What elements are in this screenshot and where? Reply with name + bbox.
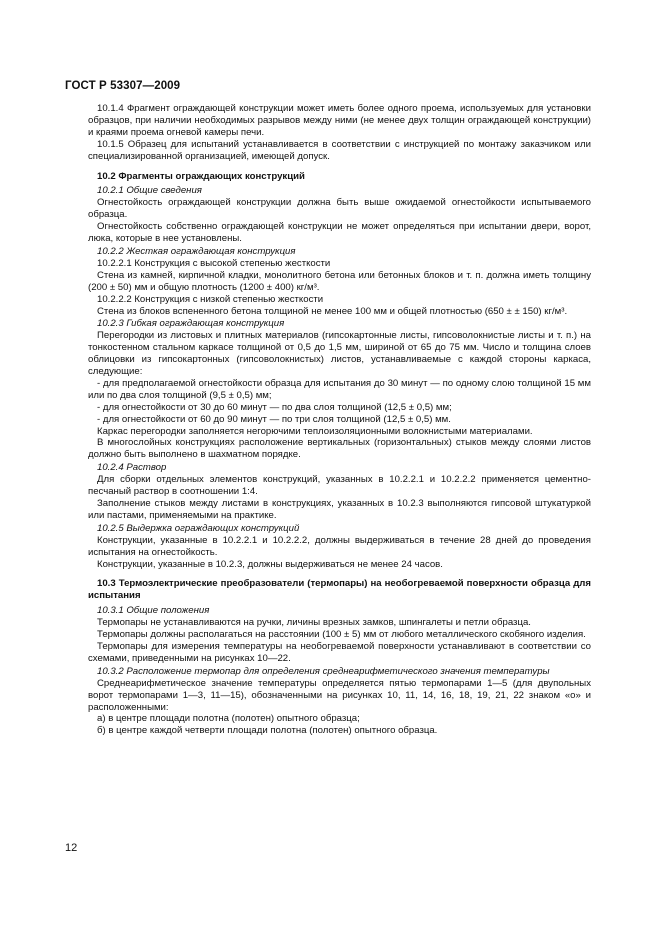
paragraph: Каркас перегородки заполняется негорючими теплоизоляционными волокнистыми материалами. bbox=[97, 425, 533, 437]
paragraph: Для сборки отдельных элементов конструкций, указанных в 10.2.2.1 и 10.2.2.2 применяется цементно-песчаный раствор в соотношении 1:4. bbox=[88, 474, 591, 498]
list-item: - для огнестойкости от 30 до 60 минут — по два слоя толщиной (12,5 ± 0,5) мм; bbox=[97, 401, 452, 413]
subsection-heading-10-2-3: 10.2.3 Гибкая ограждающая конструкция bbox=[97, 318, 285, 330]
subsection-heading-10-3-2: 10.3.2 Расположение термопар для определения среднеарифметического значения температуры bbox=[97, 665, 550, 677]
paragraph: Стена из камней, кирпичной кладки, монолитного бетона или бетонных блоков и т. п. должна иметь толщину (200 ± 50) мм и общую плотность (1200 ± 400) кг/м³. bbox=[88, 269, 591, 293]
paragraph: Среднеарифметическое значение температуры определяется пятью термопарами 1—5 (для двупольных ворот термопарами 1—3, 11—15), обозначенными на рисунках 10, 11, 14, 16, 18, 19, 21, 22 знаком «о» и расположенными: bbox=[88, 677, 591, 713]
page-number: 12 bbox=[65, 842, 78, 854]
paragraph: Термопары не устанавливаются на ручки, личины врезных замков, шпингалеты и петли образца. bbox=[97, 617, 531, 629]
paragraph: Огнестойкость ограждающей конструкции должна быть выше ожидаемой огнестойкости испытываемого образца. bbox=[88, 197, 591, 221]
paragraph: Перегородки из листовых и плитных материалов (гипсокартонные листы, гипсоволокнистые листы и т. п.) на тонкостенном стальном каркасе толщиной от 0,5 до 1,5 мм, шириной от 65 до 75 мм. Число и толщина слоев облицовки из гипсокартонных (гипсоволокнистых) листов, устанавливаемые с каждой стороны каркаса, следующие: bbox=[88, 330, 591, 378]
paragraph: В многослойных конструкциях расположение вертикальных (горизонтальных) стыков между слоями листов должно быть выполнено в шахматном порядке. bbox=[88, 437, 591, 461]
paragraph: Огнестойкость собственно ограждающей конструкции не может определяться при испытании двери, ворот, люка, которые в нее установлены. bbox=[88, 221, 591, 245]
standard-header: ГОСТ Р 53307—2009 bbox=[65, 80, 181, 92]
paragraph: 10.2.2.1 Конструкция с высокой степенью жесткости bbox=[97, 257, 331, 269]
subsection-heading-10-2-2: 10.2.2 Жесткая ограждающая конструкция bbox=[97, 245, 296, 257]
list-item: б) в центре каждой четверти площади полотна (полотен) опытного образца. bbox=[97, 725, 438, 737]
document-body bbox=[88, 103, 591, 737]
section-heading-10-3: 10.3 Термоэлектрические преобразователи (термопары) на необогреваемой поверхности образца для испытания bbox=[88, 578, 591, 602]
list-item: а) в центре площади полотна (полотен) опытного образца; bbox=[97, 713, 360, 725]
paragraph: Стена из блоков вспененного бетона толщиной не менее 100 мм и общей плотностью (650 ± ± 150) кг/м³. bbox=[97, 305, 568, 317]
subsection-heading-10-2-5: 10.2.5 Выдержка ограждающих конструкций bbox=[97, 522, 300, 534]
paragraph: Заполнение стыков между листами в конструкциях, указанных в 10.2.3 выполняются гипсовой штукатуркой или пастами, применяемыми на практике. bbox=[88, 498, 591, 521]
list-item: - для предполагаемой огнестойкости образца для испытания до 30 минут — по одному слою толщиной 15 мм или по два слоя толщиной (9,5 ± 0,5) мм; bbox=[88, 377, 591, 401]
list-item: - для огнестойкости от 60 до 90 минут — по три слоя толщиной (12,5 ± 0,5) мм. bbox=[97, 413, 451, 425]
section-heading-10-2: 10.2 Фрагменты ограждающих конструкций bbox=[97, 170, 305, 182]
paragraph-10-1-4: 10.1.4 Фрагмент ограждающей конструкции может иметь более одного проема, используемых для установки образцов, при наличии необходимых разрывов между ними (не менее двух толщин ограждающей конструкции) и краями проема огневой камеры печи. bbox=[88, 103, 591, 138]
paragraph: Конструкции, указанные в 10.2.3, должны выдерживаться не менее 24 часов. bbox=[97, 558, 443, 570]
subsection-heading-10-2-4: 10.2.4 Раствор bbox=[97, 462, 167, 474]
paragraph: Конструкции, указанные в 10.2.2.1 и 10.2.2.2, должны выдерживаться в течение 28 дней до проведения испытания на огнестойкость. bbox=[88, 534, 591, 558]
paragraph-10-1-5: 10.1.5 Образец для испытаний устанавливается в соответствии с инструкцией по монтажу заказчиком или специализированной организацией, имеющей допуск. bbox=[88, 138, 591, 162]
subsection-heading-10-3-1: 10.3.1 Общие положения bbox=[97, 605, 210, 617]
paragraph: Термопары для измерения температуры на необогреваемой поверхности устанавливают в соответствии со схемами, приведенными на рисунках 10—22. bbox=[88, 640, 591, 664]
subsection-heading-10-2-1: 10.2.1 Общие сведения bbox=[97, 185, 202, 197]
paragraph: Термопары должны располагаться на расстоянии (100 ± 5) мм от любого металлического скобяного изделия. bbox=[97, 629, 586, 641]
paragraph: 10.2.2.2 Конструкция с низкой степенью жесткости bbox=[97, 293, 324, 305]
